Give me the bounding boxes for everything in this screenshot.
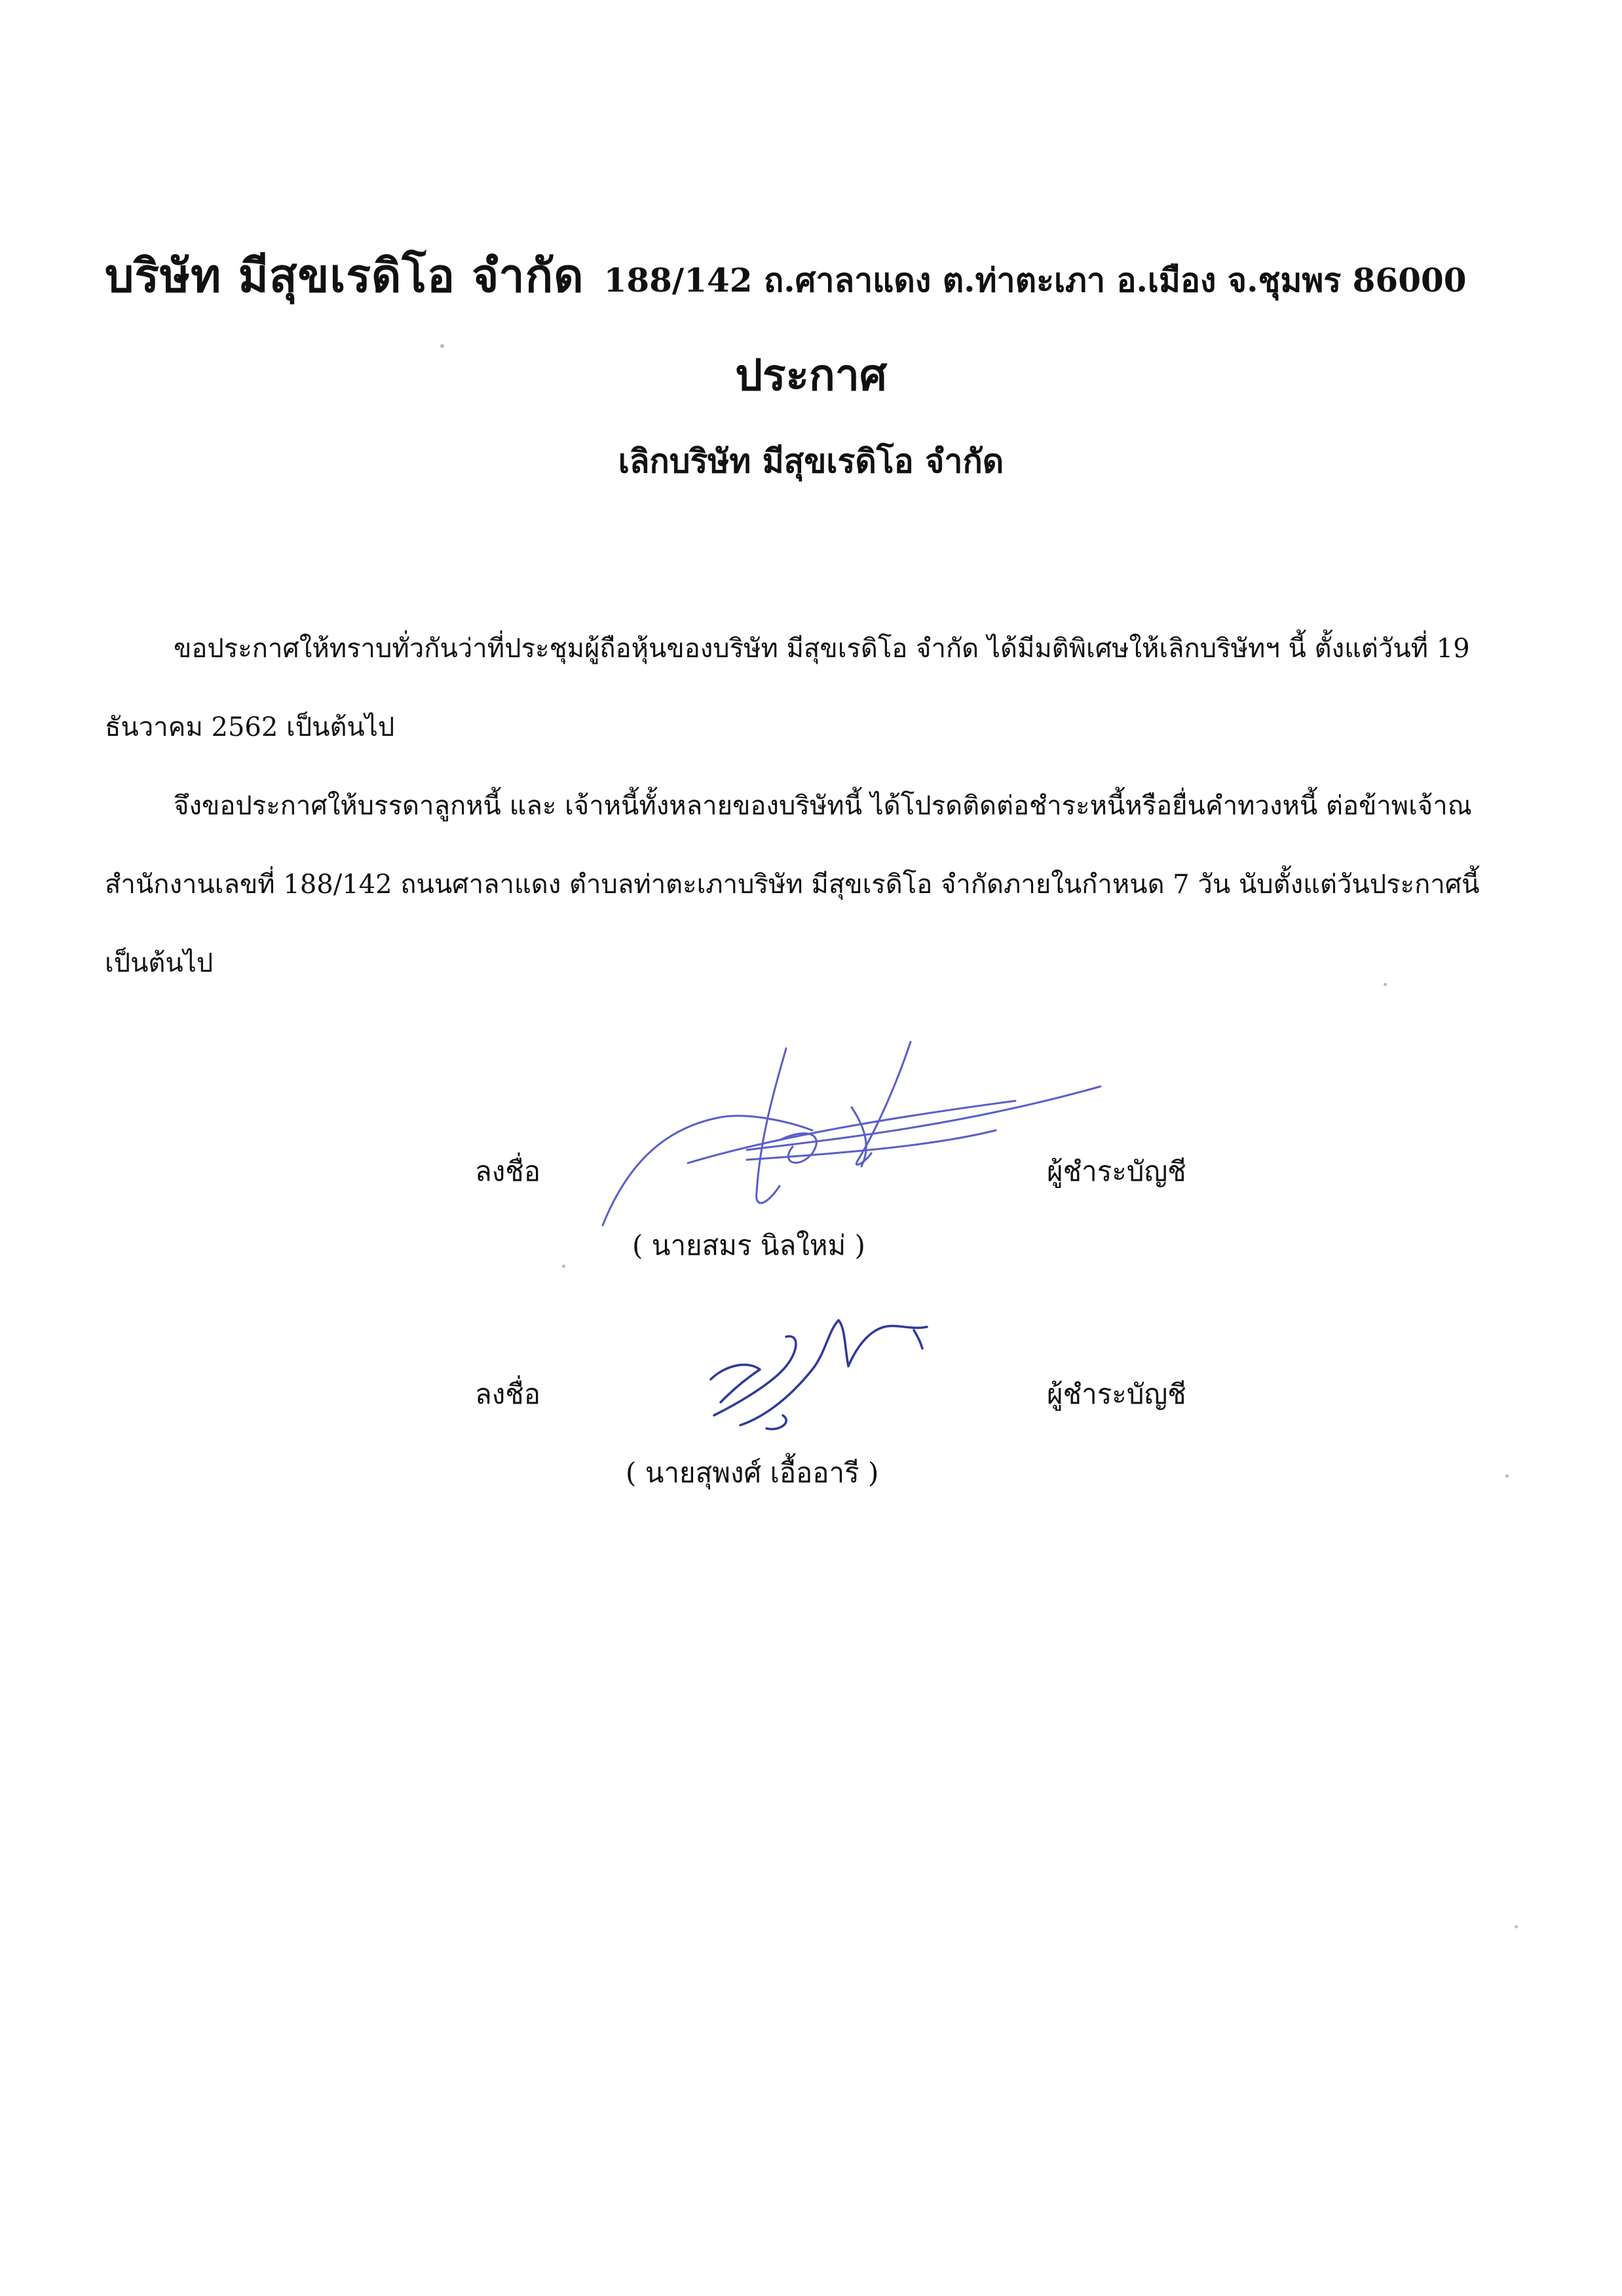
signer-role-2: ผู้ชำระบัญชี <box>1047 1378 1186 1410</box>
signature-1-image <box>590 1029 1166 1245</box>
sign-label-1: ลงชื่อ <box>475 1155 540 1187</box>
scan-speck <box>1515 1925 1518 1928</box>
scan-speck <box>1505 1474 1509 1478</box>
scan-speck <box>1384 983 1387 986</box>
sign-label-2: ลงชื่อ <box>475 1378 540 1410</box>
paragraph-1-text: ขอประกาศให้ทราบทั่วกันว่าที่ประชุมผู้ถือหุ้นของบริษัท มีสุขเรดิโอ จำกัด ได้มีมติพิเศษให้เลิกบริษัทฯ นี้ ตั้งแต่วันที่ 19 ธันวาคม 2562 เป็นต้นไป <box>105 634 1470 742</box>
body-paragraph-1 <box>105 609 1513 767</box>
signer-name-1: ( นายสมร นิลใหม่ ) <box>632 1229 865 1261</box>
company-name: บริษัท มีสุขเรดิโอ จำกัด <box>105 248 584 303</box>
company-header <box>105 239 1546 312</box>
signer-name-2: ( นายสุพงศ์ เอื้ออารี ) <box>626 1457 879 1489</box>
signer-role-1: ผู้ชำระบัญชี <box>1047 1155 1186 1187</box>
scan-speck <box>562 1265 565 1268</box>
body-paragraph-2 <box>105 767 1513 1003</box>
company-address: 188/142 ถ.ศาลาแดง ต.ท่าตะเภา อ.เมือง จ.ชุมพร 86000 <box>603 261 1467 299</box>
announcement-subtitle: เลิกบริษัท มีสุขเรดิโอ จำกัด <box>618 442 1004 480</box>
paragraph-2-text: จึงขอประกาศให้บรรดาลูกหนี้ และ เจ้าหนี้ทั้งหลายของบริษัทนี้ ได้โปรดติดต่อชำระหนี้หรือยื่นคำทวงหนี้ ต่อข้าพเจ้าณ สำนักงานเลขที่ 188/142 ถนนศาลาแดง ตำบลท่าตะเภาบริษัท มีสุขเรดิโอ จำกัดภายในกำหนด 7 วัน นับตั้งแต่วันประกาศนี้เป็นต้นไป <box>105 791 1480 978</box>
announcement-title: ประกาศ <box>735 349 887 400</box>
signature-2-image <box>701 1304 950 1442</box>
scan-speck <box>440 344 444 348</box>
